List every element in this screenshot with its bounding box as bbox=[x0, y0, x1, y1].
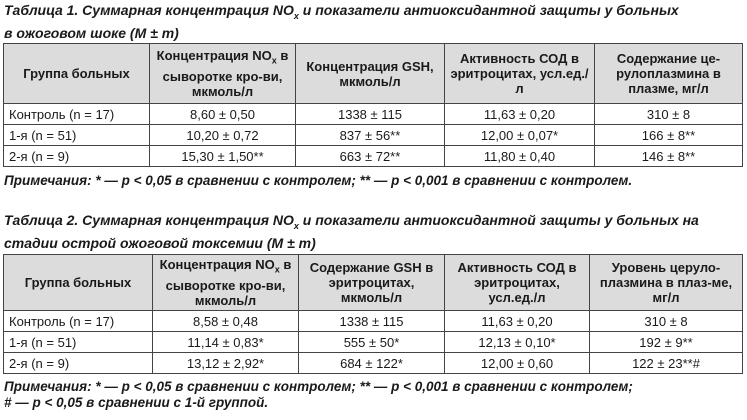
table2-caption-text-cont: и показатели антиоксидантной защиты у больных на bbox=[298, 212, 699, 228]
table1-caption-sub: x bbox=[293, 10, 299, 21]
header-group: Группа больных bbox=[4, 44, 150, 104]
cell-cp: 122 ± 23**# bbox=[590, 353, 743, 374]
table1-header-row bbox=[4, 44, 743, 104]
cell-group: Контроль (n = 17) bbox=[4, 104, 150, 125]
table2-note bbox=[4, 379, 744, 411]
cell-no: 15,30 ± 1,50** bbox=[150, 146, 296, 167]
cell-no: 11,14 ± 0,83* bbox=[153, 332, 299, 353]
table-row bbox=[4, 104, 743, 125]
table2-caption-line1 bbox=[4, 212, 744, 235]
header-ceruloplasmin: Уровень церуло-плазмина в плаз-ме, мг/л bbox=[590, 255, 743, 311]
table2-caption bbox=[4, 212, 744, 252]
cell-no: 8,58 ± 0,48 bbox=[153, 311, 299, 332]
header-no-concentration bbox=[153, 255, 299, 311]
cell-no: 13,12 ± 2,92* bbox=[153, 353, 299, 374]
cell-gsh: 837 ± 56** bbox=[296, 125, 445, 146]
table2-note-line2: # — p < 0,05 в сравнении с 1-й группой. bbox=[4, 395, 269, 410]
cell-gsh: 684 ± 122* bbox=[299, 353, 445, 374]
cell-group: 2-я (n = 9) bbox=[4, 353, 153, 374]
header-gsh: Содержание GSH в эритроцитах, мкмоль/л bbox=[299, 255, 445, 311]
cell-sod: 12,13 ± 0,10* bbox=[445, 332, 590, 353]
table-row bbox=[4, 311, 743, 332]
header-no-text: Концентрация NO bbox=[156, 48, 272, 64]
header-group: Группа больных bbox=[4, 255, 153, 311]
cell-cp: 166 ± 8** bbox=[595, 125, 743, 146]
table1-note: Примечания: * — p < 0,05 в сравнении с контролем; ** — p < 0,001 в сравнении с контролем. bbox=[4, 173, 633, 188]
cell-sod: 11,80 ± 0,40 bbox=[445, 146, 595, 167]
header-ceruloplasmin: Содержание це-рулоплазмина в плазме, мг/л bbox=[595, 44, 743, 104]
cell-group: 1-я (n = 51) bbox=[4, 332, 153, 353]
header-gsh: Концентрация GSH, мкмоль/л bbox=[296, 44, 445, 104]
header-sod: Активность СОД в эритроцитах, усл.ед./л bbox=[445, 44, 595, 104]
header-no-concentration bbox=[150, 44, 296, 104]
cell-sod: 11,63 ± 0,20 bbox=[445, 104, 595, 125]
cell-sod: 11,63 ± 0,20 bbox=[445, 311, 590, 332]
table-row bbox=[4, 146, 743, 167]
table2-caption-line2: стадии острой ожоговой токсемии (M ± m) bbox=[4, 234, 316, 251]
table1-caption-text: Таблица 1. Суммарная концентрация NO bbox=[4, 2, 294, 18]
cell-no: 8,60 ± 0,50 bbox=[150, 104, 296, 125]
cell-no: 10,20 ± 0,72 bbox=[150, 125, 296, 146]
cell-gsh: 555 ± 50* bbox=[299, 332, 445, 353]
table1-caption-line2: в ожоговом шоке (M ± m) bbox=[4, 24, 179, 41]
cell-cp: 146 ± 8** bbox=[595, 146, 743, 167]
table1-caption-line1 bbox=[4, 2, 744, 25]
table2-note-line1: Примечания: * — p < 0,05 в сравнении с контролем; ** — p < 0,001 в сравнении с контролем; bbox=[4, 379, 633, 394]
cell-group: 2-я (n = 9) bbox=[4, 146, 150, 167]
table1 bbox=[3, 43, 743, 167]
table-row bbox=[4, 125, 743, 146]
cell-gsh: 1338 ± 115 bbox=[299, 311, 445, 332]
cell-cp: 192 ± 9** bbox=[590, 332, 743, 353]
table2-caption-text: Таблица 2. Суммарная концентрация NO bbox=[4, 212, 294, 228]
header-no-text-cont: в сыворотке кро-ви, мкмоль/л bbox=[165, 257, 292, 308]
header-no-sub: x bbox=[274, 264, 280, 275]
table2-header-row bbox=[4, 255, 743, 311]
header-sod: Активность СОД в эритроцитах, усл.ед./л bbox=[445, 255, 590, 311]
table2-caption-sub: x bbox=[293, 220, 299, 231]
cell-sod: 12,00 ± 0,60 bbox=[445, 353, 590, 374]
header-no-sub: x bbox=[271, 55, 277, 66]
cell-cp: 310 ± 8 bbox=[590, 311, 743, 332]
header-no-text: Концентрация NO bbox=[159, 257, 275, 273]
cell-sod: 12,00 ± 0,07* bbox=[445, 125, 595, 146]
table1-caption bbox=[4, 2, 744, 42]
cell-cp: 310 ± 8 bbox=[595, 104, 743, 125]
header-no-text-cont: в сыворотке кро-ви, мкмоль/л bbox=[162, 48, 289, 99]
cell-group: Контроль (n = 17) bbox=[4, 311, 153, 332]
table-row bbox=[4, 353, 743, 374]
table-row bbox=[4, 332, 743, 353]
table1-caption-text-cont: и показатели антиоксидантной защиты у больных bbox=[298, 2, 679, 18]
table2 bbox=[3, 254, 743, 374]
cell-group: 1-я (n = 51) bbox=[4, 125, 150, 146]
cell-gsh: 663 ± 72** bbox=[296, 146, 445, 167]
cell-gsh: 1338 ± 115 bbox=[296, 104, 445, 125]
